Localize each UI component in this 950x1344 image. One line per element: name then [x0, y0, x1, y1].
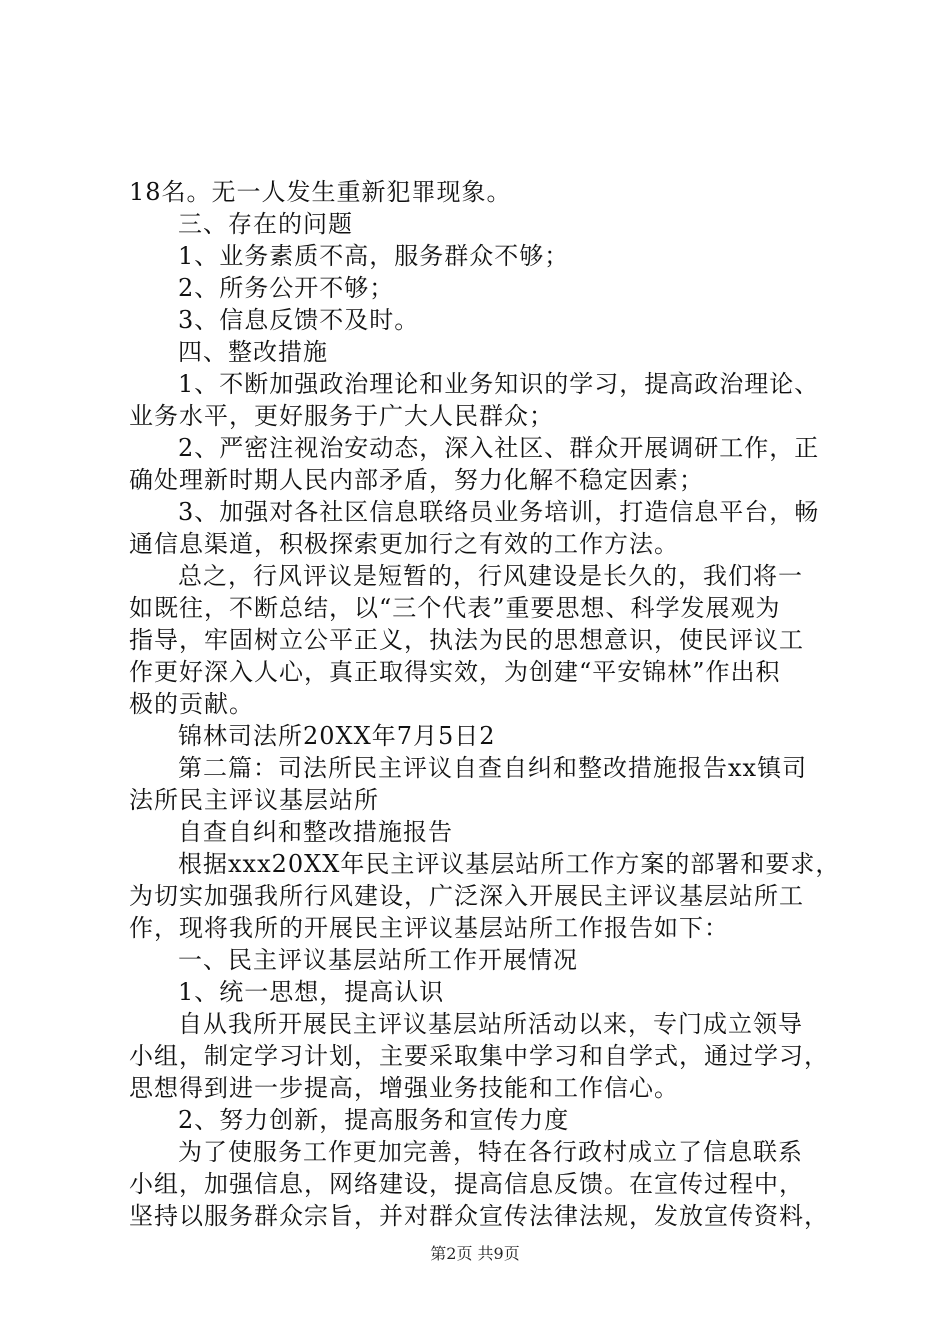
text-line: 确处理新时期人民内部矛盾，努力化解不稳定因素； [129, 466, 704, 494]
text-line: 极的贡献。 [129, 690, 254, 718]
text-line: 总之，行风评议是短暂的，行风建设是长久的，我们将一 [178, 562, 803, 590]
text-line: 作，现将我所的开展民主评议基层站所工作报告如下： [129, 914, 729, 942]
text-line: 坚持以服务群众宗旨，并对群众宣传法律法规，发放宣传资料， [129, 1202, 829, 1230]
report-title: 自查自纠和整改措施报告 [178, 818, 453, 846]
text-line: 为切实加强我所行风建设，广泛深入开展民主评议基层站所工 [129, 882, 804, 910]
text-line: 小组，加强信息，网络建设，提高信息反馈。在宣传过程中， [129, 1170, 804, 1198]
text-line: 指导，牢固树立公平正义，执法为民的思想意识，使民评议工 [129, 626, 804, 654]
section-heading: 一、民主评议基层站所工作开展情况 [178, 946, 578, 974]
subsection-heading: 1、统一思想，提高认识 [178, 978, 445, 1006]
text-line: 思想得到进一步提高，增强业务技能和工作信心。 [129, 1074, 679, 1102]
text-line: 通信息渠道，积极探索更加行之有效的工作方法。 [129, 530, 679, 558]
subsection-heading: 2、努力创新，提高服务和宣传力度 [178, 1106, 570, 1134]
text-line: 为了使服务工作更加完善，特在各行政村成立了信息联系 [178, 1138, 803, 1166]
text-line: 法所民主评议基层站所 [129, 786, 379, 814]
text-line: 18名。无一人发生重新犯罪现象。 [129, 178, 512, 206]
page-footer: 第2页 共9页 [430, 1244, 520, 1263]
text-line: 根据xxx20XX年民主评议基层站所工作方案的部署和要求， [178, 850, 841, 878]
text-line: 业务水平，更好服务于广大人民群众； [129, 402, 554, 430]
text-line: 小组，制定学习计划，主要采取集中学习和自学式，通过学习， [129, 1042, 829, 1070]
list-item: 2、所务公开不够； [178, 274, 395, 302]
list-item: 1、业务素质不高，服务群众不够； [178, 242, 570, 270]
section-heading: 第二篇：司法所民主评议自查自纠和整改措施报告xx镇司 [178, 754, 808, 782]
text-line: 1、不断加强政治理论和业务知识的学习，提高政治理论、 [178, 370, 820, 398]
text-line: 如既往，不断总结，以“三个代表”重要思想、科学发展观为 [129, 594, 781, 622]
section-heading: 四、整改措施 [178, 338, 328, 366]
text-line: 2、严密注视治安动态，深入社区、群众开展调研工作，正 [178, 434, 820, 462]
signature-line: 锦林司法所20XX年7月5日2 [178, 722, 496, 750]
section-heading: 三、存在的问题 [178, 210, 353, 238]
text-line: 作更好深入人心，真正取得实效，为创建“平安锦林”作出积 [129, 658, 781, 686]
list-item: 3、信息反馈不及时。 [178, 306, 420, 334]
text-line: 3、加强对各社区信息联络员业务培训，打造信息平台，畅 [178, 498, 820, 526]
text-line: 自从我所开展民主评议基层站所活动以来，专门成立领导 [178, 1010, 803, 1038]
